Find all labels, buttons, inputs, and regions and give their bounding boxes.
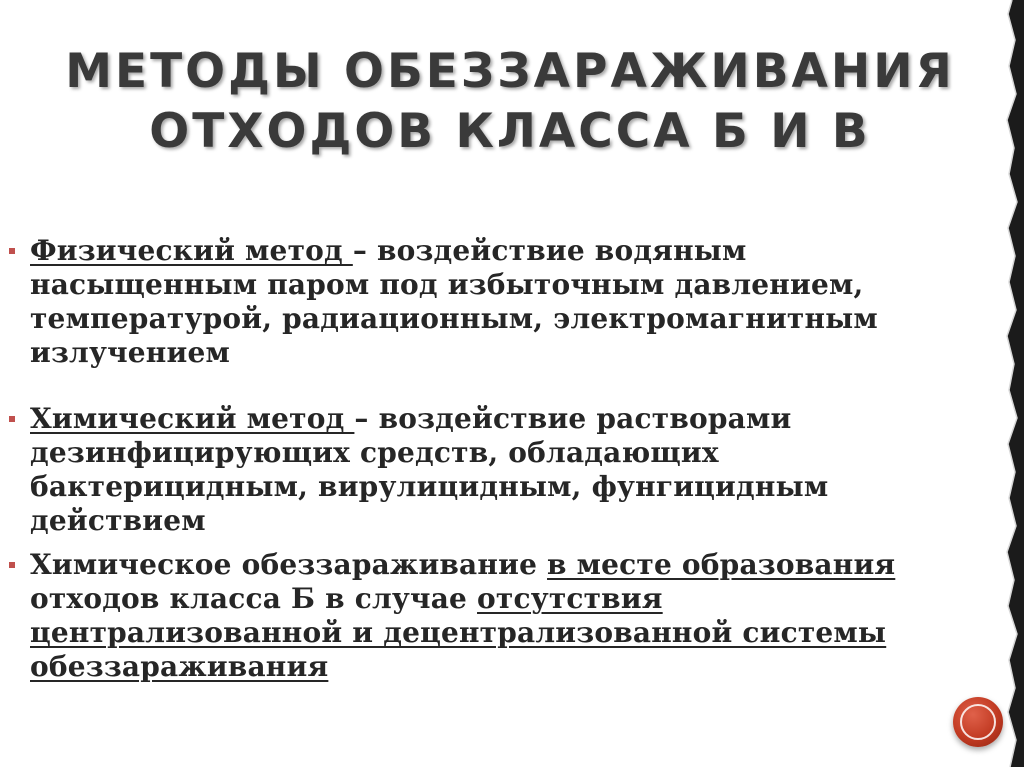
physical-method-description: – воздействие водяным насыщенным паром под избыточным давлением, температурой, радиационным, электромагнитным излучением xyxy=(30,234,878,369)
underlined-place-of-generation: в месте образования xyxy=(547,548,896,581)
term-chemical-method: Химический метод xyxy=(30,402,355,435)
bullet-chemical-disinfection xyxy=(30,548,980,684)
underlined-absence-of-system: отсутствия централизованной и децентрализованной системы обеззараживания xyxy=(30,582,887,683)
title-line-1: МЕТОДЫ ОБЕЗЗАРАЖИВАНИЯ xyxy=(65,44,955,99)
chemical-disinfection-text-2: отходов класса Б в случае xyxy=(30,582,478,615)
chemical-disinfection-text-1: Химическое обеззараживание xyxy=(30,548,548,581)
bullet-marker-icon xyxy=(9,248,15,254)
slide-title xyxy=(60,42,960,162)
bullet-chemical-method xyxy=(30,402,980,538)
circle-nav-icon[interactable] xyxy=(953,697,1003,747)
nav-button-ring xyxy=(960,704,996,740)
bullet-marker-icon xyxy=(9,416,15,422)
bullet-physical-method xyxy=(30,234,980,370)
chemical-method-description: – воздействие растворами дезинфицирующих средств, обладающих бактерицидным, вирулицидным, фунгицидным действием xyxy=(30,402,829,537)
title-line-2: ОТХОДОВ КЛАССА Б И В xyxy=(149,104,871,159)
bullet-marker-icon xyxy=(9,562,15,568)
term-physical-method: Физический метод xyxy=(30,234,353,267)
torn-paper-edge xyxy=(996,0,1024,767)
